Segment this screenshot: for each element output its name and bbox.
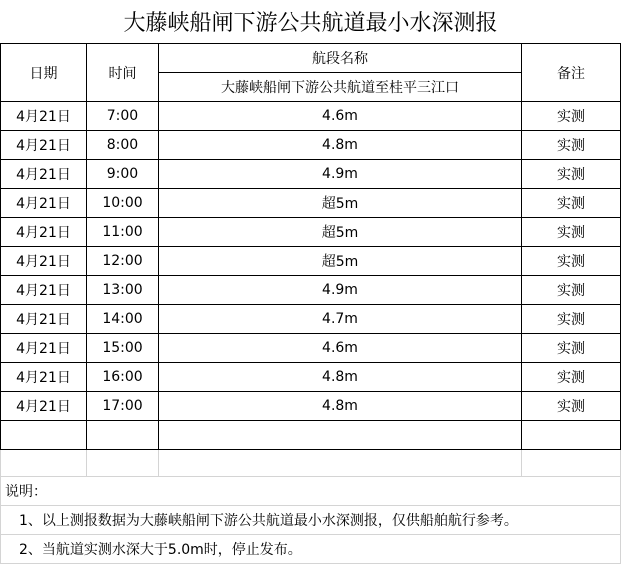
header-segment-name: 航段名称 — [159, 44, 522, 73]
cell-date: 4月21日 — [1, 102, 87, 131]
notes-label: 说明： — [1, 477, 621, 506]
cell-time: 7:00 — [87, 102, 159, 131]
cell-date: 4月21日 — [1, 305, 87, 334]
cell-depth: 4.8m — [159, 363, 522, 392]
header-segment-value: 大藤峡船闸下游公共航道至桂平三江口 — [159, 73, 522, 102]
empty-cell — [1, 421, 87, 450]
cell-time: 10:00 — [87, 189, 159, 218]
cell-time: 8:00 — [87, 131, 159, 160]
cell-date: 4月21日 — [1, 276, 87, 305]
table-row — [1, 131, 621, 160]
note-row — [1, 535, 621, 564]
cell-remark: 实测 — [522, 305, 621, 334]
cell-remark: 实测 — [522, 276, 621, 305]
cell-date: 4月21日 — [1, 218, 87, 247]
note-row — [1, 506, 621, 535]
table-row — [1, 189, 621, 218]
header-date: 日期 — [1, 44, 87, 102]
note-label-row — [1, 477, 621, 506]
cell-time: 11:00 — [87, 218, 159, 247]
cell-time: 12:00 — [87, 247, 159, 276]
table-row — [1, 334, 621, 363]
cell-depth: 超5m — [159, 247, 522, 276]
cell-remark: 实测 — [522, 160, 621, 189]
note-item: 1、以上测报数据为大藤峡船闸下游公共航道最小水深测报，仅供船舶航行参考。 — [1, 506, 621, 535]
empty-cell — [159, 421, 522, 450]
cell-depth: 4.6m — [159, 102, 522, 131]
grid-cell — [1, 450, 87, 477]
table-row — [1, 276, 621, 305]
cell-date: 4月21日 — [1, 189, 87, 218]
grid-cell — [87, 450, 159, 477]
table-row — [1, 305, 621, 334]
table-row — [1, 218, 621, 247]
cell-time: 16:00 — [87, 363, 159, 392]
table-row — [1, 102, 621, 131]
cell-depth: 4.8m — [159, 131, 522, 160]
cell-remark: 实测 — [522, 334, 621, 363]
empty-cell — [522, 421, 621, 450]
cell-date: 4月21日 — [1, 363, 87, 392]
cell-remark: 实测 — [522, 131, 621, 160]
table-row — [1, 392, 621, 421]
cell-depth: 超5m — [159, 218, 522, 247]
cell-time: 15:00 — [87, 334, 159, 363]
cell-date: 4月21日 — [1, 131, 87, 160]
cell-time: 17:00 — [87, 392, 159, 421]
empty-row — [1, 421, 621, 450]
note-item: 2、当航道实测水深大于5.0m时，停止发布。 — [1, 535, 621, 564]
header-time: 时间 — [87, 44, 159, 102]
cell-remark: 实测 — [522, 189, 621, 218]
cell-date: 4月21日 — [1, 160, 87, 189]
depth-table — [0, 43, 621, 564]
cell-remark: 实测 — [522, 392, 621, 421]
empty-cell — [87, 421, 159, 450]
cell-time: 9:00 — [87, 160, 159, 189]
table-row — [1, 363, 621, 392]
cell-time: 14:00 — [87, 305, 159, 334]
report-title: 大藤峡船闸下游公共航道最小水深测报 — [123, 11, 498, 36]
cell-depth: 4.9m — [159, 160, 522, 189]
cell-depth: 超5m — [159, 189, 522, 218]
table-row — [1, 247, 621, 276]
cell-depth: 4.7m — [159, 305, 522, 334]
cell-date: 4月21日 — [1, 247, 87, 276]
header-remark: 备注 — [522, 44, 621, 102]
cell-date: 4月21日 — [1, 334, 87, 363]
header-row — [1, 44, 621, 73]
cell-depth: 4.9m — [159, 276, 522, 305]
cell-remark: 实测 — [522, 247, 621, 276]
cell-depth: 4.8m — [159, 392, 522, 421]
grid-cell — [522, 450, 621, 477]
cell-depth: 4.6m — [159, 334, 522, 363]
grid-row — [1, 450, 621, 477]
table-row — [1, 160, 621, 189]
cell-remark: 实测 — [522, 218, 621, 247]
cell-remark: 实测 — [522, 102, 621, 131]
cell-remark: 实测 — [522, 363, 621, 392]
cell-time: 13:00 — [87, 276, 159, 305]
grid-cell — [159, 450, 522, 477]
cell-date: 4月21日 — [1, 392, 87, 421]
